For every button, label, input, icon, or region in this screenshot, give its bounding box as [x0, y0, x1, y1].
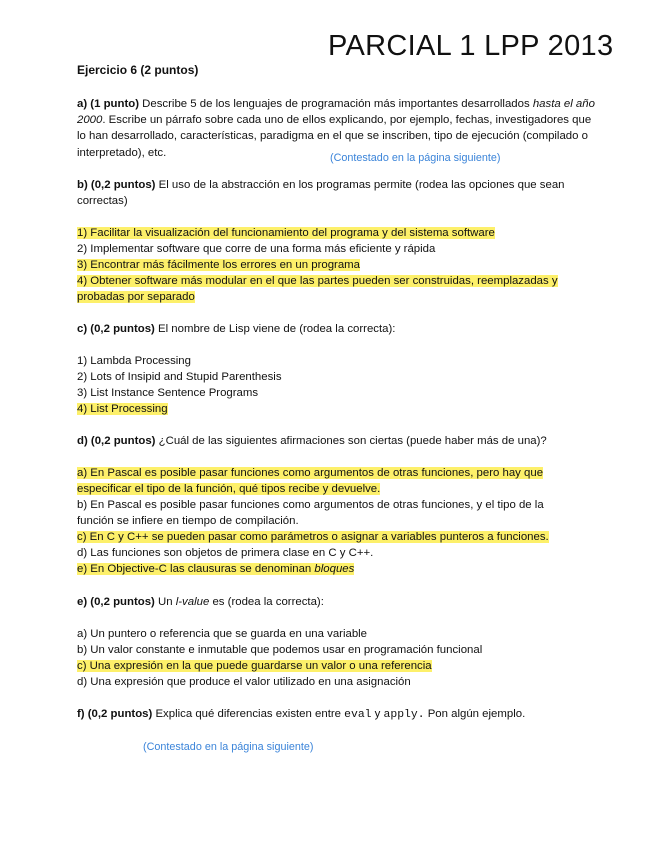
question-d-option-a-cont: [77, 481, 380, 497]
question-e-label: e) (0,2 puntos): [77, 596, 155, 608]
question-d-label: d) (0,2 puntos): [77, 435, 156, 447]
question-e-option-a: a) Un puntero o referencia que se guarda en una variable: [77, 628, 368, 640]
question-f-text-mid: y: [371, 708, 384, 720]
question-a-label: a) (1 punto): [77, 98, 140, 110]
question-d-option-b-cont: función se infiere en tiempo de compilación.: [77, 515, 299, 527]
option-text: probadas por separado: [77, 291, 195, 303]
question-c: [77, 321, 395, 337]
question-c-label: c) (0,2 puntos): [77, 323, 155, 335]
option-text: e) En Objective-C las clausuras se denominan: [77, 563, 315, 575]
question-f-code-eval: eval: [344, 709, 372, 721]
question-a-text1: Describe 5 de los lenguajes de programación más importantes desarrollados: [139, 98, 533, 110]
question-b-label: b) (0,2 puntos): [77, 179, 156, 191]
question-b-option-1: [77, 225, 495, 241]
option-text: 1) Facilitar la visualización del funcionamiento del programa y del sistema software: [77, 227, 495, 239]
question-c-option-2: 2) Lots of Insipid and Stupid Parenthesis: [77, 371, 282, 383]
question-d-option-d: d) Las funciones son objetos de primera clase en C y C++.: [77, 547, 374, 559]
question-b-option-4: [77, 273, 558, 289]
option-text: especificar el tipo de la función, qué tipos recibe y devuelve.: [77, 483, 381, 495]
option-text: 4) List Processing: [77, 403, 168, 415]
question-e-option-c: [77, 658, 432, 674]
question-d: [77, 433, 547, 449]
question-e-text-post: es (rodea la correcta):: [209, 596, 324, 608]
question-f-code-apply: apply.: [383, 709, 425, 721]
question-c-option-4: [77, 401, 168, 417]
exercise-heading: Ejercicio 6 (2 puntos): [77, 63, 199, 77]
question-f-text-pre: Explica qué diferencias existen entre: [152, 708, 345, 720]
question-b-text: El uso de la abstracción en los programas permite (rodea las opciones que sean correctas): [77, 179, 565, 208]
question-c-option-3: 3) List Instance Sentence Programs: [77, 387, 259, 399]
question-b-option-4-cont: [77, 289, 195, 305]
question-b-option-2: 2) Implementar software que corre de una forma más eficiente y rápida: [77, 243, 436, 255]
question-c-text: El nombre de Lisp viene de (rodea la correcta):: [154, 323, 396, 335]
question-d-option-c: [77, 529, 549, 545]
option-text: c) En C y C++ se pueden pasar como parámetros o asignar a variables punteros a funciones.: [77, 531, 549, 543]
page-title: PARCIAL 1 LPP 2013: [328, 30, 614, 62]
question-d-option-b: b) En Pascal es posible pasar funciones como argumentos de otras funciones, y el tipo de la: [77, 499, 544, 511]
question-f-text-post: Pon algún ejemplo.: [424, 708, 526, 720]
question-a-italic: hasta el año 2000: [77, 98, 595, 127]
question-e-italic: l-value: [175, 596, 210, 608]
question-f: [77, 706, 525, 723]
option-text: c) Una expresión en la que puede guardarse un valor o una referencia: [77, 660, 432, 672]
question-a-note: (Contestado en la página siguiente): [330, 152, 501, 164]
option-italic: bloques: [314, 563, 355, 575]
option-text: 3) Encontrar más fácilmente los errores en un programa: [77, 259, 360, 271]
question-b: [77, 177, 597, 209]
question-d-option-e: [77, 561, 354, 577]
option-text: a) En Pascal es posible pasar funciones como argumentos de otras funciones, pero hay que: [77, 467, 544, 479]
question-e-text-pre: Un: [154, 596, 176, 608]
question-b-option-3: [77, 257, 360, 273]
question-e-option-b: b) Un valor constante e inmutable que podemos usar en programación funcional: [77, 644, 483, 656]
question-a-text2: . Escribe un párrafo sobre cada uno de ellos explicando, por ejemplo, fechas, investigadores que lo han desarrollado, características, paradigma en el que se inscriben, tipo de ejecución (compilado o interpretado), etc.: [77, 114, 592, 159]
question-e: [77, 594, 324, 610]
question-d-option-a: [77, 465, 543, 481]
question-d-text: ¿Cuál de las siguientes afirmaciones son ciertas (puede haber más de una)?: [155, 435, 547, 447]
question-c-option-1: 1) Lambda Processing: [77, 355, 191, 367]
question-f-label: f) (0,2 puntos): [77, 708, 153, 720]
option-text: 4) Obtener software más modular en el que las partes pueden ser construidas, reemplazadas y: [77, 275, 558, 287]
question-e-option-d: d) Una expresión que produce el valor utilizado en una asignación: [77, 676, 411, 688]
question-f-note: (Contestado en la página siguiente): [143, 741, 314, 753]
